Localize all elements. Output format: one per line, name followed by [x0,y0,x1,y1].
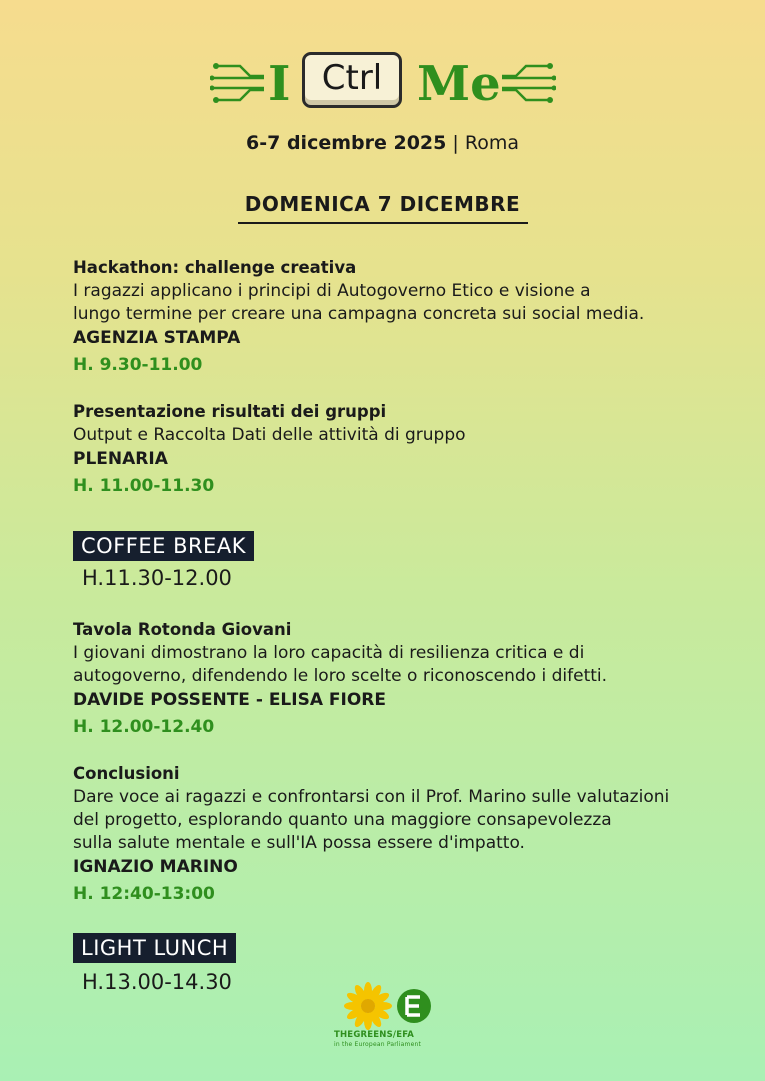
session-speaker: PLENARIA [73,449,168,469]
day-title: DOMENICA 7 DICEMBRE [244,192,521,216]
session-title: Presentazione risultati dei gruppi [73,402,387,421]
logo-word-me: Me [417,56,501,112]
session-time: H. 12:40-13:00 [73,884,215,904]
day-title-underline [238,222,528,224]
session-presentazione [73,400,753,501]
event-dates [0,132,765,154]
logo-letter-i: I [268,56,291,112]
brand-the: THE [334,1030,354,1040]
session-time: H. 12.00-12.40 [73,717,215,737]
event-header [0,48,765,118]
coffee-break-time: H.11.30-12.00 [82,566,232,590]
session-speaker: IGNAZIO MARINO [73,857,238,877]
session-title: Hackathon: challenge creativa [73,258,357,277]
session-title: Conclusioni [73,764,180,783]
session-time: H. 9.30-11.00 [73,355,203,375]
date-separator: | [446,132,465,154]
session-description: I ragazzi applicano i principi di Autogoverno Etico e visione a lungo termine per creare una campagna concreta sui social media. [73,281,645,324]
brand-subtitle: in the European Parliament [334,1041,422,1048]
circuit-right-icon [500,56,556,108]
brand-name: GREENS/EFA [353,1030,415,1040]
session-description: Dare voce ai ragazzi e confrontarsi con il Prof. Marino sulle valutazioni del progetto, esplorando quanto una maggiore consapevolezza sulla salute mentale e sull'IA possa essere d'impatto. [73,787,670,853]
session-time: H. 11.00-11.30 [73,476,215,496]
light-lunch-label: LIGHT LUNCH [73,933,236,963]
session-conclusioni [73,762,753,909]
event-city: Roma [464,132,519,154]
logo-ctrl-key: Ctrl [302,52,402,108]
session-speaker: DAVIDE POSSENTE - ELISA FIORE [73,690,386,710]
coffee-break-label: COFFEE BREAK [73,531,254,561]
session-speaker: AGENZIA STAMPA [73,328,241,348]
greens-efa-wordmark [334,1030,444,1048]
event-date-range: 6-7 dicembre 2025 [246,132,447,154]
session-hackathon [73,256,753,380]
session-description: Output e Raccolta Dati delle attività di gruppo [73,425,466,445]
session-title: Tavola Rotonda Giovani [73,620,292,639]
session-tavola-rotonda [73,618,753,742]
session-description: I giovani dimostrano la loro capacità di resilienza critica e di autogoverno, difendendo le loro scelte o riconoscendo i difetti. [73,643,608,686]
circuit-left-icon [210,56,266,108]
light-lunch-time: H.13.00-14.30 [82,970,232,994]
